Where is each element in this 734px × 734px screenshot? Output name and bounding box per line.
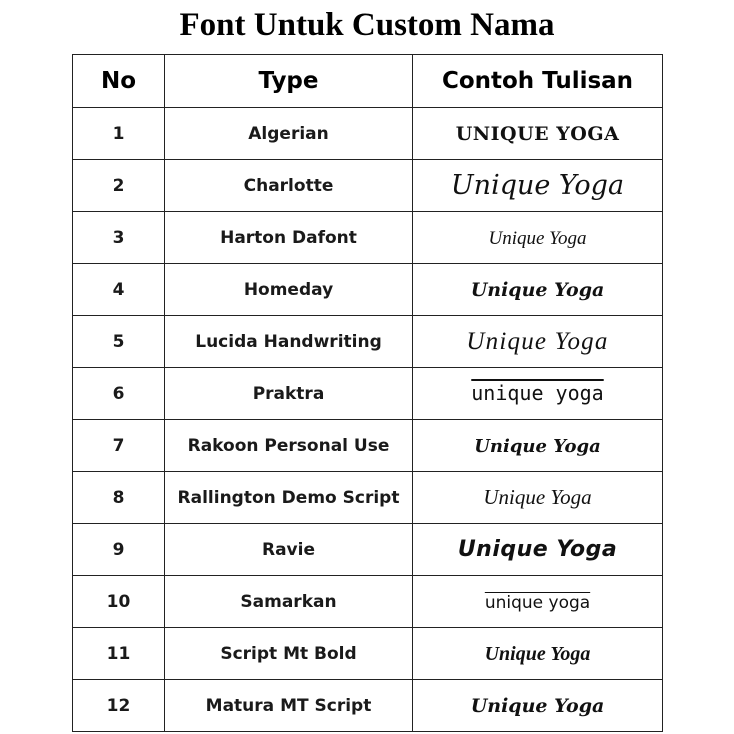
row-number: 2 (73, 160, 165, 212)
font-sample-cell (413, 680, 663, 732)
font-sample-cell (413, 368, 663, 420)
row-number: 6 (73, 368, 165, 420)
page-title: Font Untuk Custom Nama (179, 7, 555, 43)
table-row (73, 160, 663, 212)
header-type: Type (165, 55, 413, 108)
font-sample-cell (413, 264, 663, 316)
row-number: 4 (73, 264, 165, 316)
font-sample-cell (413, 576, 663, 628)
font-sample-cell (413, 420, 663, 472)
header-no: No (73, 55, 165, 108)
font-sample-text: Unique Yoga (466, 327, 609, 355)
font-type-name: Algerian (165, 108, 413, 160)
font-sample-text: Unique Yoga (450, 170, 625, 201)
font-sample-text: Unique Yoga (457, 537, 618, 562)
font-type-name: Rakoon Personal Use (165, 420, 413, 472)
font-type-name: Harton Dafont (165, 212, 413, 264)
row-number: 5 (73, 316, 165, 368)
font-type-name: Praktra (165, 368, 413, 420)
table-row (73, 264, 663, 316)
font-sample-cell (413, 108, 663, 160)
row-number: 11 (73, 628, 165, 680)
table-row (73, 524, 663, 576)
font-sample-text: Unique Yoga (470, 695, 605, 717)
row-number: 7 (73, 420, 165, 472)
font-sample-cell (413, 628, 663, 680)
font-sample-text: Unique Yoga (474, 436, 601, 457)
font-sample-text: Unique Yoga (483, 485, 592, 509)
table-row (73, 420, 663, 472)
row-number: 10 (73, 576, 165, 628)
font-sample-text: UNIQUE YOGA (455, 123, 620, 145)
row-number: 8 (73, 472, 165, 524)
font-table (72, 54, 663, 732)
font-type-name: Lucida Handwriting (165, 316, 413, 368)
font-sample-cell (413, 212, 663, 264)
font-type-name: Samarkan (165, 576, 413, 628)
table-row (73, 628, 663, 680)
font-type-name: Rallington Demo Script (165, 472, 413, 524)
row-number: 12 (73, 680, 165, 732)
table-row (73, 368, 663, 420)
font-sample-cell (413, 316, 663, 368)
font-type-name: Script Mt Bold (165, 628, 413, 680)
font-sample-text: Unique Yoga (488, 228, 587, 249)
table-row (73, 472, 663, 524)
font-type-name: Matura MT Script (165, 680, 413, 732)
font-sample-text: unique yoga (484, 593, 591, 613)
row-number: 3 (73, 212, 165, 264)
table-row (73, 108, 663, 160)
font-sample-text: Unique Yoga (484, 643, 591, 665)
row-number: 9 (73, 524, 165, 576)
font-sample-cell (413, 472, 663, 524)
font-sample-text: unique yoga (471, 381, 604, 405)
table-row (73, 576, 663, 628)
header-sample: Contoh Tulisan (413, 55, 663, 108)
font-sample-cell (413, 160, 663, 212)
font-type-name: Ravie (165, 524, 413, 576)
table-row (73, 680, 663, 732)
font-type-name: Charlotte (165, 160, 413, 212)
table-row (73, 316, 663, 368)
font-sample-text: Unique Yoga (470, 279, 605, 301)
table-row (73, 212, 663, 264)
row-number: 1 (73, 108, 165, 160)
table-header-row (73, 55, 663, 108)
font-type-name: Homeday (165, 264, 413, 316)
font-sample-cell (413, 524, 663, 576)
